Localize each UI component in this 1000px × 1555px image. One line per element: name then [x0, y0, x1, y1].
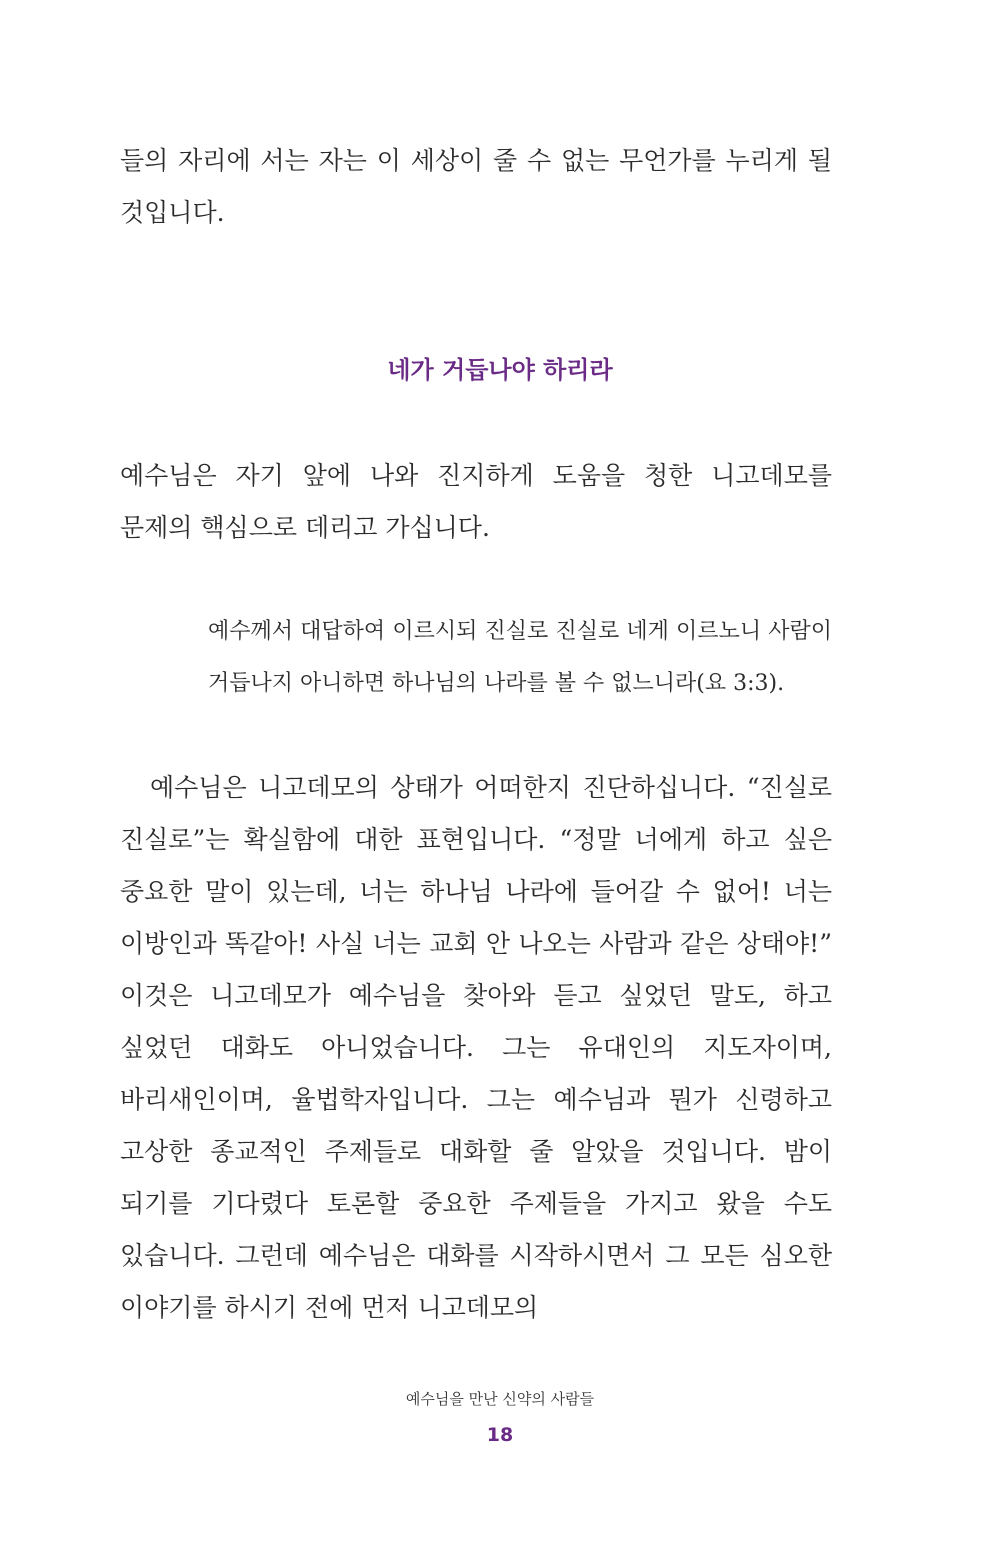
scripture-quote-text: 예수께서 대답하여 이르시되 진실로 진실로 네게 이르노니 사람이 거듭나지 아니하면 하나님의 나라를 볼 수 없느니라: [208, 619, 832, 696]
page-number: 18: [486, 1424, 514, 1446]
paragraph-diagnosis: 예수님은 니고데모의 상태가 어떠한지 진단하십니다. “진실로 진실로”는 확실함에 대한 표현입니다. “정말 너에게 하고 싶은 중요한 말이 있는데, 너는 하나님 나라에 들어갈 수 없어! 너는 이방인과 똑같아! 사실 너는 교회 안 나오는 사람과 같은 상태야!” 이것은 니고데모가 예수님을 찾아와 듣고 싶었던 말도, 하고 싶었던 대화도 아니었습니다. 그는 유대인의 지도자이며, 바리새인이며, 율법학자입니다. 그는 예수님과 뭔가 신령하고 고상한 종교적인 주제들로 대화할 줄 알았을 것입니다. 밤이 되기를 기다렸다 토론할 중요한 주제들을 가지고 왔을 수도 있습니다. 그런데 예수님은 대화를 시작하시면서 그 모든 심오한 이야기를 하시기 전에 먼저 니고데모의: [120, 773, 832, 1322]
scripture-quote: [208, 606, 832, 710]
section-heading: 네가 거듭나야 하리라: [387, 356, 613, 384]
paragraph-nicodemus-intro: 예수님은 자기 앞에 나와 진지하게 도움을 청한 니고데모를 문제의 핵심으로 데리고 가십니다.: [120, 461, 832, 542]
running-footer-book-title: 예수님을 만난 신약의 사람들: [405, 1390, 595, 1408]
scripture-reference: (요 3:3).: [696, 671, 785, 696]
continued-paragraph: 들의 자리에 서는 자는 이 세상이 줄 수 없는 무언가를 누리게 될 것입니다.: [120, 146, 832, 227]
